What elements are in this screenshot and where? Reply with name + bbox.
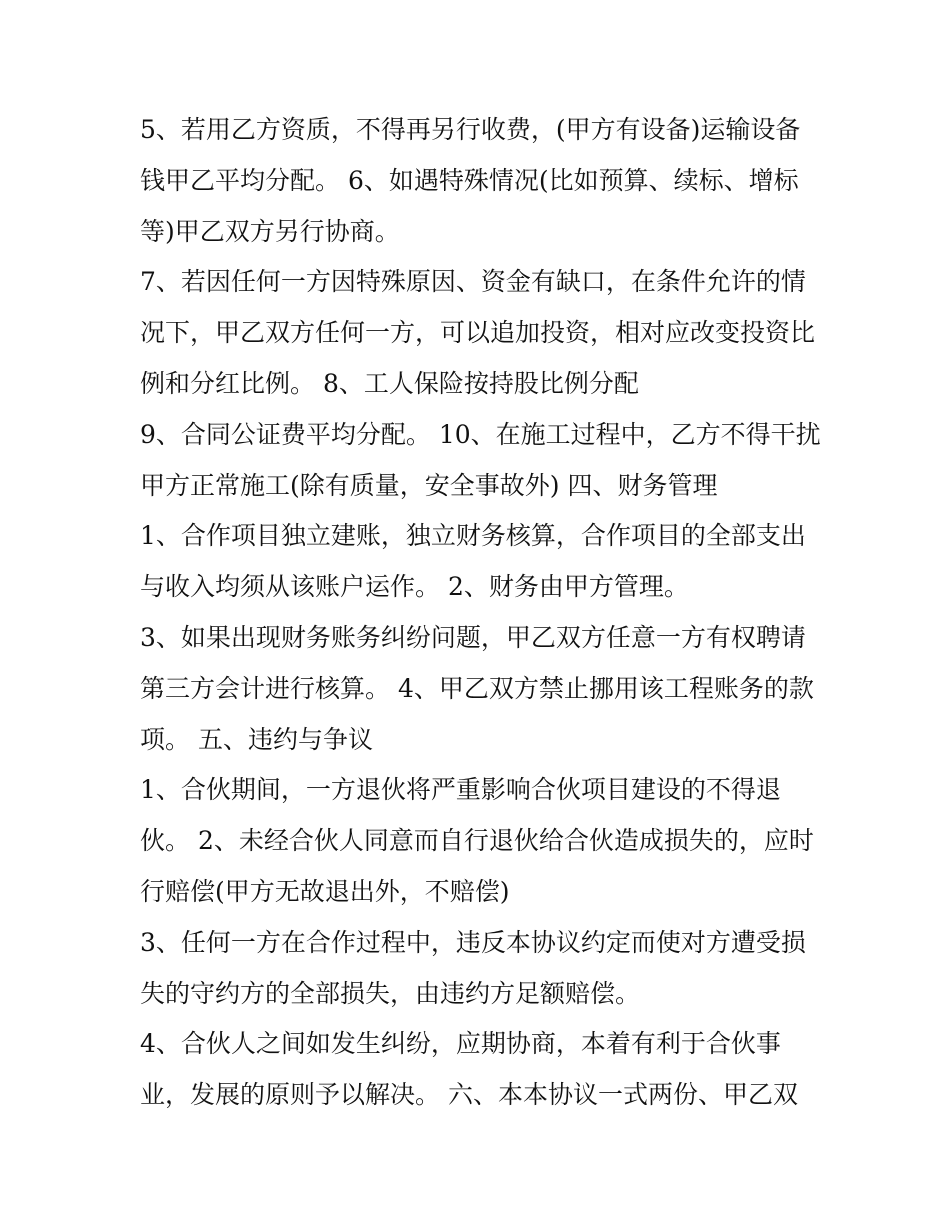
text-line: 3、任何一方在合作过程中，违反本协议约定而使对方遭受损 xyxy=(140,927,806,957)
text-line: 第三方会计进行核算。 4、甲乙双方禁止挪用该工程账务的款 xyxy=(140,673,814,703)
text-line: 等)甲乙双方另行协商。 xyxy=(140,216,400,246)
text-line: 3、如果出现财务账务纠纷问题，甲乙双方任意一方有权聘请 xyxy=(140,622,806,652)
text-line: 与收入均须从该账户运作。 2、财务由甲方管理。 xyxy=(140,572,689,602)
text-line: 项。 五、违约与争议 xyxy=(140,724,373,754)
text-line: 钱甲乙平均分配。 6、如遇特殊情况(比如预算、续标、增标 xyxy=(140,165,799,195)
text-line: 伙。 2、未经合伙人同意而自行退伙给合伙造成损失的，应时 xyxy=(140,826,814,856)
text-line: 1、合伙期间，一方退伙将严重影响合伙项目建设的不得退 xyxy=(140,775,781,805)
text-line: 行赔偿(甲方无故退出外，不赔偿) xyxy=(140,876,510,906)
document-body xyxy=(140,105,840,1121)
text-line: 业，发展的原则予以解决。 六、本本协议一式两份、甲乙双 xyxy=(140,1080,798,1110)
text-line: 7、若因任何一方因特殊原因、资金有缺口，在条件允许的情 xyxy=(140,267,806,297)
text-line: 甲方正常施工(除有质量，安全事故外) 四、财务管理 xyxy=(140,470,718,500)
text-line: 失的守约方的全部损失，由违约方足额赔偿。 xyxy=(140,978,641,1008)
text-line: 况下，甲乙双方任何一方，可以追加投资，相对应改变投资比 xyxy=(140,318,816,348)
text-line: 4、合伙人之间如发生纠纷，应期协商，本着有利于合伙事 xyxy=(140,1029,781,1059)
text-line: 5、若用乙方资质，不得再另行收费，(甲方有设备)运输设备 xyxy=(140,115,801,144)
text-line: 9、合同公证费平均分配。 10、在施工过程中，乙方不得干扰 xyxy=(140,419,821,449)
text-line: 例和分红比例。 8、工人保险按持股比例分配 xyxy=(140,368,639,398)
text-line: 1、合作项目独立建账，独立财务核算，合作项目的全部支出 xyxy=(140,521,806,551)
